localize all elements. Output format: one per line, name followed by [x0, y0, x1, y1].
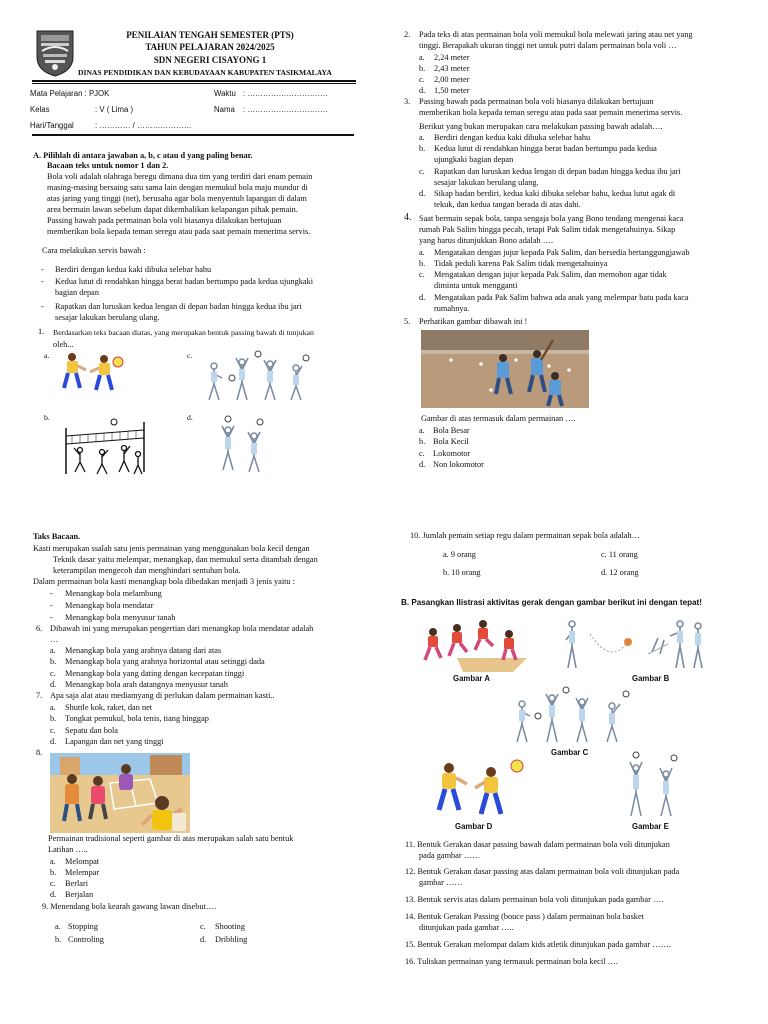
gambar-a-caption: Gambar A	[453, 674, 490, 683]
servis-item-2: Kedua lutut di rendahkan hingga berat badan bertumpu pada kedua ujungkaki	[55, 277, 314, 286]
q9-option-d[interactable]: Dribbling	[215, 935, 248, 944]
q7-option-b[interactable]: Tongkat pemukul, bola tenis, tiang hinggap	[65, 714, 209, 723]
q4-text-3: yang harus ditunjukkan Bono adalah ….	[419, 236, 554, 245]
gambar-d-caption: Gambar D	[455, 822, 493, 831]
q2-opt-a-letter: a.	[419, 53, 425, 62]
q8-number: 8.	[36, 748, 43, 757]
q3-option-b[interactable]: Kedua lutut di rendahkan hingga berat badan bertumpu pada kedua	[434, 144, 657, 153]
q1-number: 1.	[38, 327, 45, 336]
q2-option-b[interactable]: 2,43 meter	[434, 64, 470, 73]
q5-after-text: Gambar di atas termasuk dalam permainan ….	[421, 414, 576, 423]
q7-option-d[interactable]: Lapangan dan net yang tinggi	[65, 737, 164, 746]
q2-number: 2.	[404, 30, 411, 39]
q6-opt-a-letter: a.	[50, 646, 56, 655]
q9-text: 9. Menendang bola kearah gawang lawan disebut….	[42, 902, 217, 911]
q6-opt-c-letter: c.	[50, 669, 56, 678]
bacaan-title: Bacaan teks untuk nomor 1 dan 2.	[47, 161, 169, 170]
header-line-3: SDN NEGERI CISAYONG 1	[153, 55, 267, 65]
servis-item-2b: bagian depan	[55, 288, 100, 297]
q11-text-2: pada gambar ……	[419, 851, 481, 860]
q9-opt-d-letter: d.	[200, 935, 207, 944]
q3-option-a[interactable]: Berdiri dengan kedua kaki dibuka selebar bahu	[434, 133, 591, 142]
q8-opt-d-letter: d.	[50, 890, 57, 899]
servis-dash-2: -	[41, 277, 44, 286]
gambar-d-image	[433, 758, 529, 820]
q4-option-d-2[interactable]: rumahnya.	[434, 304, 470, 313]
q9-option-b[interactable]: Controling	[68, 935, 104, 944]
header-line-1: PENILAIAN TENGAH SEMESTER (PTS)	[126, 30, 294, 40]
q8-opt-a-letter: a.	[50, 857, 56, 866]
hari-label: Hari/Tanggal	[30, 121, 74, 130]
bacaan-para-6: memberikan bola kepada teman seregu atau pada saat pemain menerima servis.	[47, 227, 311, 236]
jenis-dash-2: -	[50, 601, 53, 610]
taks-line-4: Dalam permainan bola kasti menangkap bola dibedakan menjadi 3 jenis yaitu :	[33, 577, 295, 586]
q3-text: Passing bawah pada permainan bola voli biasanya dilakukan bertujuan	[419, 97, 654, 106]
identity-rule	[32, 134, 354, 136]
bacaan-para-5: Passing bawah pada permainan bola voli biasanya dilakukan bertujuan	[47, 216, 282, 225]
q1-text-2: oleh...	[53, 340, 74, 349]
q8-opt-b-letter: b.	[50, 868, 57, 877]
q4-option-d[interactable]: Mengatakan pada Pak Salim bahwa ada anak yang melempar batu pada kaca	[434, 293, 689, 302]
q2-text-2: tinggi. Berapakah ukuran tinggi net untuk putri dalam permainan bola voli …	[419, 41, 677, 50]
q16-text: 16. Tuliskan permainan yang termasuk permainan bola kecil ….	[405, 957, 618, 966]
q11-text: 11. Bentuk Gerakan dasar passing bawah dalam permainan bola voli ditunjukan	[405, 840, 670, 849]
q5-option-c[interactable]: Lokomotor	[433, 449, 471, 458]
kelas-label: Kelas	[30, 105, 50, 114]
q7-text: Apa saja alat atau mediamyang di perlukan dalam permainan kasti..	[50, 691, 275, 700]
q6-option-a[interactable]: Menangkap bola yang arahnya datang dari atas	[65, 646, 222, 655]
gambar-a-image	[417, 614, 533, 672]
gambar-b-image	[560, 614, 716, 672]
section-a-title: A. Pilihlah di antara jawaban a, b, c atau d yang paling benar.	[33, 151, 253, 160]
nama-label: Nama	[214, 105, 235, 114]
q6-text: Dibawah ini yang merupakan pengertian dari menangkap bola mendatar adalah	[50, 624, 314, 633]
q5-opt-b-letter: b.	[419, 437, 426, 446]
q3-option-c-2[interactable]: sesajar lakukan berulang ulang.	[434, 178, 539, 187]
header-rule-top	[32, 80, 356, 82]
q10-option-c[interactable]: c. 11 orang	[601, 550, 638, 559]
q3-option-d[interactable]: Sikap badan berdiri, kedua kaki dibuka selebar bahu, kedua lutut agak di	[434, 189, 676, 198]
q4-number: 4.	[404, 212, 412, 223]
q6-option-c[interactable]: Menangkap bola yang dating dengan kecepatan tinggi	[65, 669, 245, 678]
q14-text: 14. Bentuk Gerakan Passing (bouce pass ) dalam permainan bola basket	[405, 912, 644, 921]
q7-opt-c-letter: c.	[50, 726, 56, 735]
bacaan-para-2: masing-masing bersaing satu sama lain dengan memukul bola maju mundur di	[47, 183, 308, 192]
q3-option-d-2[interactable]: tekuk, dan kedua tangan berada di atas dahi.	[434, 200, 581, 209]
q4-opt-a-letter: a.	[419, 248, 425, 257]
q4-text-2: rumah Pak Salim hingga pecah, tetapi Pak Salim tidak mengetahuinya. Sikap	[419, 225, 676, 234]
q4-option-b[interactable]: Tidak peduli karena Pak Salim tidak mengetahuinya	[434, 259, 608, 268]
waktu-field[interactable]: : ………………………….	[243, 89, 328, 98]
q2-option-c[interactable]: 2,00 meter	[434, 75, 470, 84]
q8-option-a[interactable]: Melompat	[65, 857, 100, 866]
q1-option-c-label[interactable]: c.	[187, 351, 193, 360]
q4-opt-b-letter: b.	[419, 259, 426, 268]
taks-line-2: Teknik dasar yaitu melempar, menangkap, dan memukul serta ditambah dengan	[53, 555, 318, 564]
jenis-item-2: Menangkap bola mendatar	[65, 601, 154, 610]
q4-opt-c-letter: c.	[419, 270, 425, 279]
nama-field[interactable]: : ………………………….	[243, 105, 328, 114]
q10-option-b[interactable]: b. 10 orang	[443, 568, 481, 577]
q14-text-2: ditunjukan pada gambar …..	[419, 923, 514, 932]
q1-option-b-label[interactable]: b.	[44, 413, 50, 422]
mata-pelajaran: Mata Pelajaran : PJOK	[30, 89, 110, 98]
servis-item-1: Berdiri dengan kedua kaki dibuka selebar bahu	[55, 265, 212, 274]
q2-opt-d-letter: d.	[419, 86, 426, 95]
q15-text: 15. Bentuk Gerakan melompat dalam kids atletik ditunjukan pada gambar …….	[405, 940, 671, 949]
q3-opt-c-letter: c.	[419, 167, 425, 176]
gambar-c-caption: Gambar C	[551, 748, 589, 757]
q6-number: 6.	[36, 624, 43, 633]
q10-option-d[interactable]: d. 12 orang	[601, 568, 639, 577]
q10-text: 10. Jumlah pemain setiap regu dalam permainan sepak bola adalah…	[410, 531, 640, 540]
q13-text: 13. Bentuk servis atas dalam permainan bola voli ditunjukan pada gambar ….	[405, 895, 664, 904]
kelas-value: : V ( Lima )	[95, 105, 134, 114]
q5-baseball-image	[421, 330, 589, 408]
q5-option-a[interactable]: Bola Besar	[433, 426, 470, 435]
q12-text-2: gambar ……	[419, 878, 463, 887]
bacaan-para-1: Bola voli adalah olahraga beregu dimana dua tim yang terdiri dari enam pemain	[47, 172, 313, 181]
q5-text: Perhatikan gambar dibawah ini !	[419, 317, 528, 326]
q4-option-a[interactable]: Mengatakan dengan jujur kepada Pak Salim, dan bersedia bertanggungjawab	[434, 248, 690, 257]
hari-field[interactable]: : ………… / …………………	[95, 121, 192, 130]
q9-opt-a-letter: a.	[55, 922, 61, 931]
taks-line-3: keterampilan mengecoh dan menghindari sentuhan bola.	[53, 566, 241, 575]
jenis-item-1: Menangkap bola melambung	[65, 589, 162, 598]
q4-text: Saat bermain sepak bola, tanpa sengaja bola yang Bono tendang mengenai kaca	[419, 214, 684, 223]
q5-option-b[interactable]: Bola Kecil	[433, 437, 469, 446]
q3-opt-a-letter: a.	[419, 133, 425, 142]
servis-dash-3: -	[41, 302, 44, 311]
q8-option-c[interactable]: Berlari	[65, 879, 89, 888]
jenis-dash-3: -	[50, 613, 53, 622]
q2-option-d[interactable]: 1,50 meter	[434, 86, 470, 95]
q5-option-d[interactable]: Non lokomotor	[433, 460, 484, 469]
q3-opt-d-letter: d.	[419, 189, 426, 198]
q1-option-a-label[interactable]: a.	[44, 351, 50, 360]
q7-option-a[interactable]: Shuttle kok, raket, dan net	[65, 703, 153, 712]
q8-option-b[interactable]: Melempar	[65, 868, 100, 877]
q6-option-d[interactable]: Menangkap bola arah datangnya menyusur tanah	[65, 680, 228, 689]
q1-option-d-label[interactable]: d.	[187, 413, 193, 422]
q3-opt-b-letter: b.	[419, 144, 426, 153]
header-line-2: TAHUN PELAJARAN 2024/2025	[145, 42, 275, 52]
q6-option-b[interactable]: Menangkap bola yang arahnya horizontal atau setinggi dada	[65, 657, 265, 666]
school-logo	[34, 27, 76, 77]
q5-number: 5.	[404, 317, 411, 326]
q9-opt-c-letter: c.	[200, 922, 206, 931]
q8-text-2: Latihan …..	[48, 845, 88, 854]
q1-option-d-image[interactable]	[214, 414, 270, 476]
q5-opt-a-letter: a.	[419, 426, 425, 435]
q5-opt-c-letter: c.	[419, 449, 425, 458]
taks-line-1: Kasti merupakan ssalah satu jenis permainan yang menggunakan bola kecil dengan	[33, 544, 310, 553]
q9-option-c[interactable]: Shooting	[215, 922, 245, 931]
q8-traditional-game-image	[50, 753, 190, 833]
q9-opt-b-letter: b.	[55, 935, 62, 944]
header-line-4: DINAS PENDIDIKAN DAN KEBUDAYAAN KABUPATEN TASIKMALAYA	[78, 68, 332, 77]
q7-number: 7.	[36, 691, 43, 700]
q7-opt-a-letter: a.	[50, 703, 56, 712]
gambar-b-caption: Gambar B	[632, 674, 670, 683]
q6-opt-d-letter: d.	[50, 680, 57, 689]
q3-option-c[interactable]: Rapatkan dan luruskan kedua lengan di depan badan hingga kedua ibu jari	[434, 167, 681, 176]
servis-item-3: Rapatkan dan luruskan kedua lengan di depan badan hingga kedua ibu jari	[55, 302, 302, 311]
q9-option-a[interactable]: Stopping	[68, 922, 98, 931]
q5-opt-d-letter: d.	[419, 460, 426, 469]
q3-text-2: memberikan bola kepada teman seregu atau pada saat pemain menerima servis.	[419, 108, 683, 117]
section-b-title: B. Pasangkan Ilistrasi aktivitas gerak dengan gambar berikut ini dengan tepat!	[401, 598, 702, 607]
bacaan-para-4: area bermain lawan sebelum dapat dikembalikan kelapangan pihak pemain.	[47, 205, 298, 214]
gambar-c-image	[508, 684, 634, 746]
bacaan-para-3: atas jaring yang tinggi (net), berusaha agar bola menyentuh lapangan di dalam	[47, 194, 307, 203]
q4-option-c[interactable]: Mengatakan dengan jujur kepada Pak Salim, dan memohon agar tidak	[434, 270, 667, 279]
q1-option-c-image[interactable]	[202, 348, 310, 406]
q4-option-c-2[interactable]: diminta untuk mengganti	[434, 281, 518, 290]
q8-text: Permainan tradisional seperti gambar di atas merupakan salah satu bentuk	[48, 834, 294, 843]
header-rule-top-thin	[32, 83, 356, 84]
waktu-label: Waktu	[214, 89, 236, 98]
jenis-item-3: Menangkap bola menyusur tanah	[65, 613, 176, 622]
q3-option-b-2[interactable]: ujungkaki bagian depan	[434, 155, 514, 164]
gambar-e-caption: Gambar E	[632, 822, 669, 831]
q7-opt-d-letter: d.	[50, 737, 57, 746]
q6-text-2: …	[50, 635, 59, 644]
servis-item-3b: sesajar lakukan berulang ulang.	[55, 313, 160, 322]
q10-option-a[interactable]: a. 9 orang	[443, 550, 476, 559]
q2-option-a[interactable]: 2,24 meter	[434, 53, 470, 62]
q8-opt-c-letter: c.	[50, 879, 56, 888]
q2-text: Pada teks di atas permainan bola voli memukul bola melewati jaring atau net yang	[419, 30, 693, 39]
q2-opt-b-letter: b.	[419, 64, 426, 73]
q7-option-c[interactable]: Sepatu dan bola	[65, 726, 118, 735]
q12-text: 12. Bentuk Gerakan dasar passing atas dalam permainan bola voli ditunjukan pada	[405, 867, 680, 876]
servis-dash-1: -	[41, 265, 44, 274]
gambar-e-image	[620, 750, 684, 820]
q3-text-3: Berikut yang bukan merupakan cara melakukan passing bawah adalah….	[419, 122, 663, 131]
q2-opt-c-letter: c.	[419, 75, 425, 84]
jenis-dash-1: -	[50, 589, 53, 598]
q1-option-b-image[interactable]	[58, 414, 150, 476]
servis-title: Cara melakukan servis bawah :	[42, 246, 146, 255]
q3-number: 3.	[404, 97, 411, 106]
q7-opt-b-letter: b.	[50, 714, 57, 723]
q8-option-d[interactable]: Berjalan	[65, 890, 94, 899]
q1-option-a-image[interactable]	[56, 350, 134, 394]
q6-opt-b-letter: b.	[50, 657, 57, 666]
q4-opt-d-letter: d.	[419, 293, 426, 302]
taks-bacaan-title: Taks Bacaan.	[33, 532, 81, 541]
q1-text: Berdasarkan teks bacaan diatas, yang merupakan bentuk passing bawah di tunjukan	[53, 328, 314, 337]
